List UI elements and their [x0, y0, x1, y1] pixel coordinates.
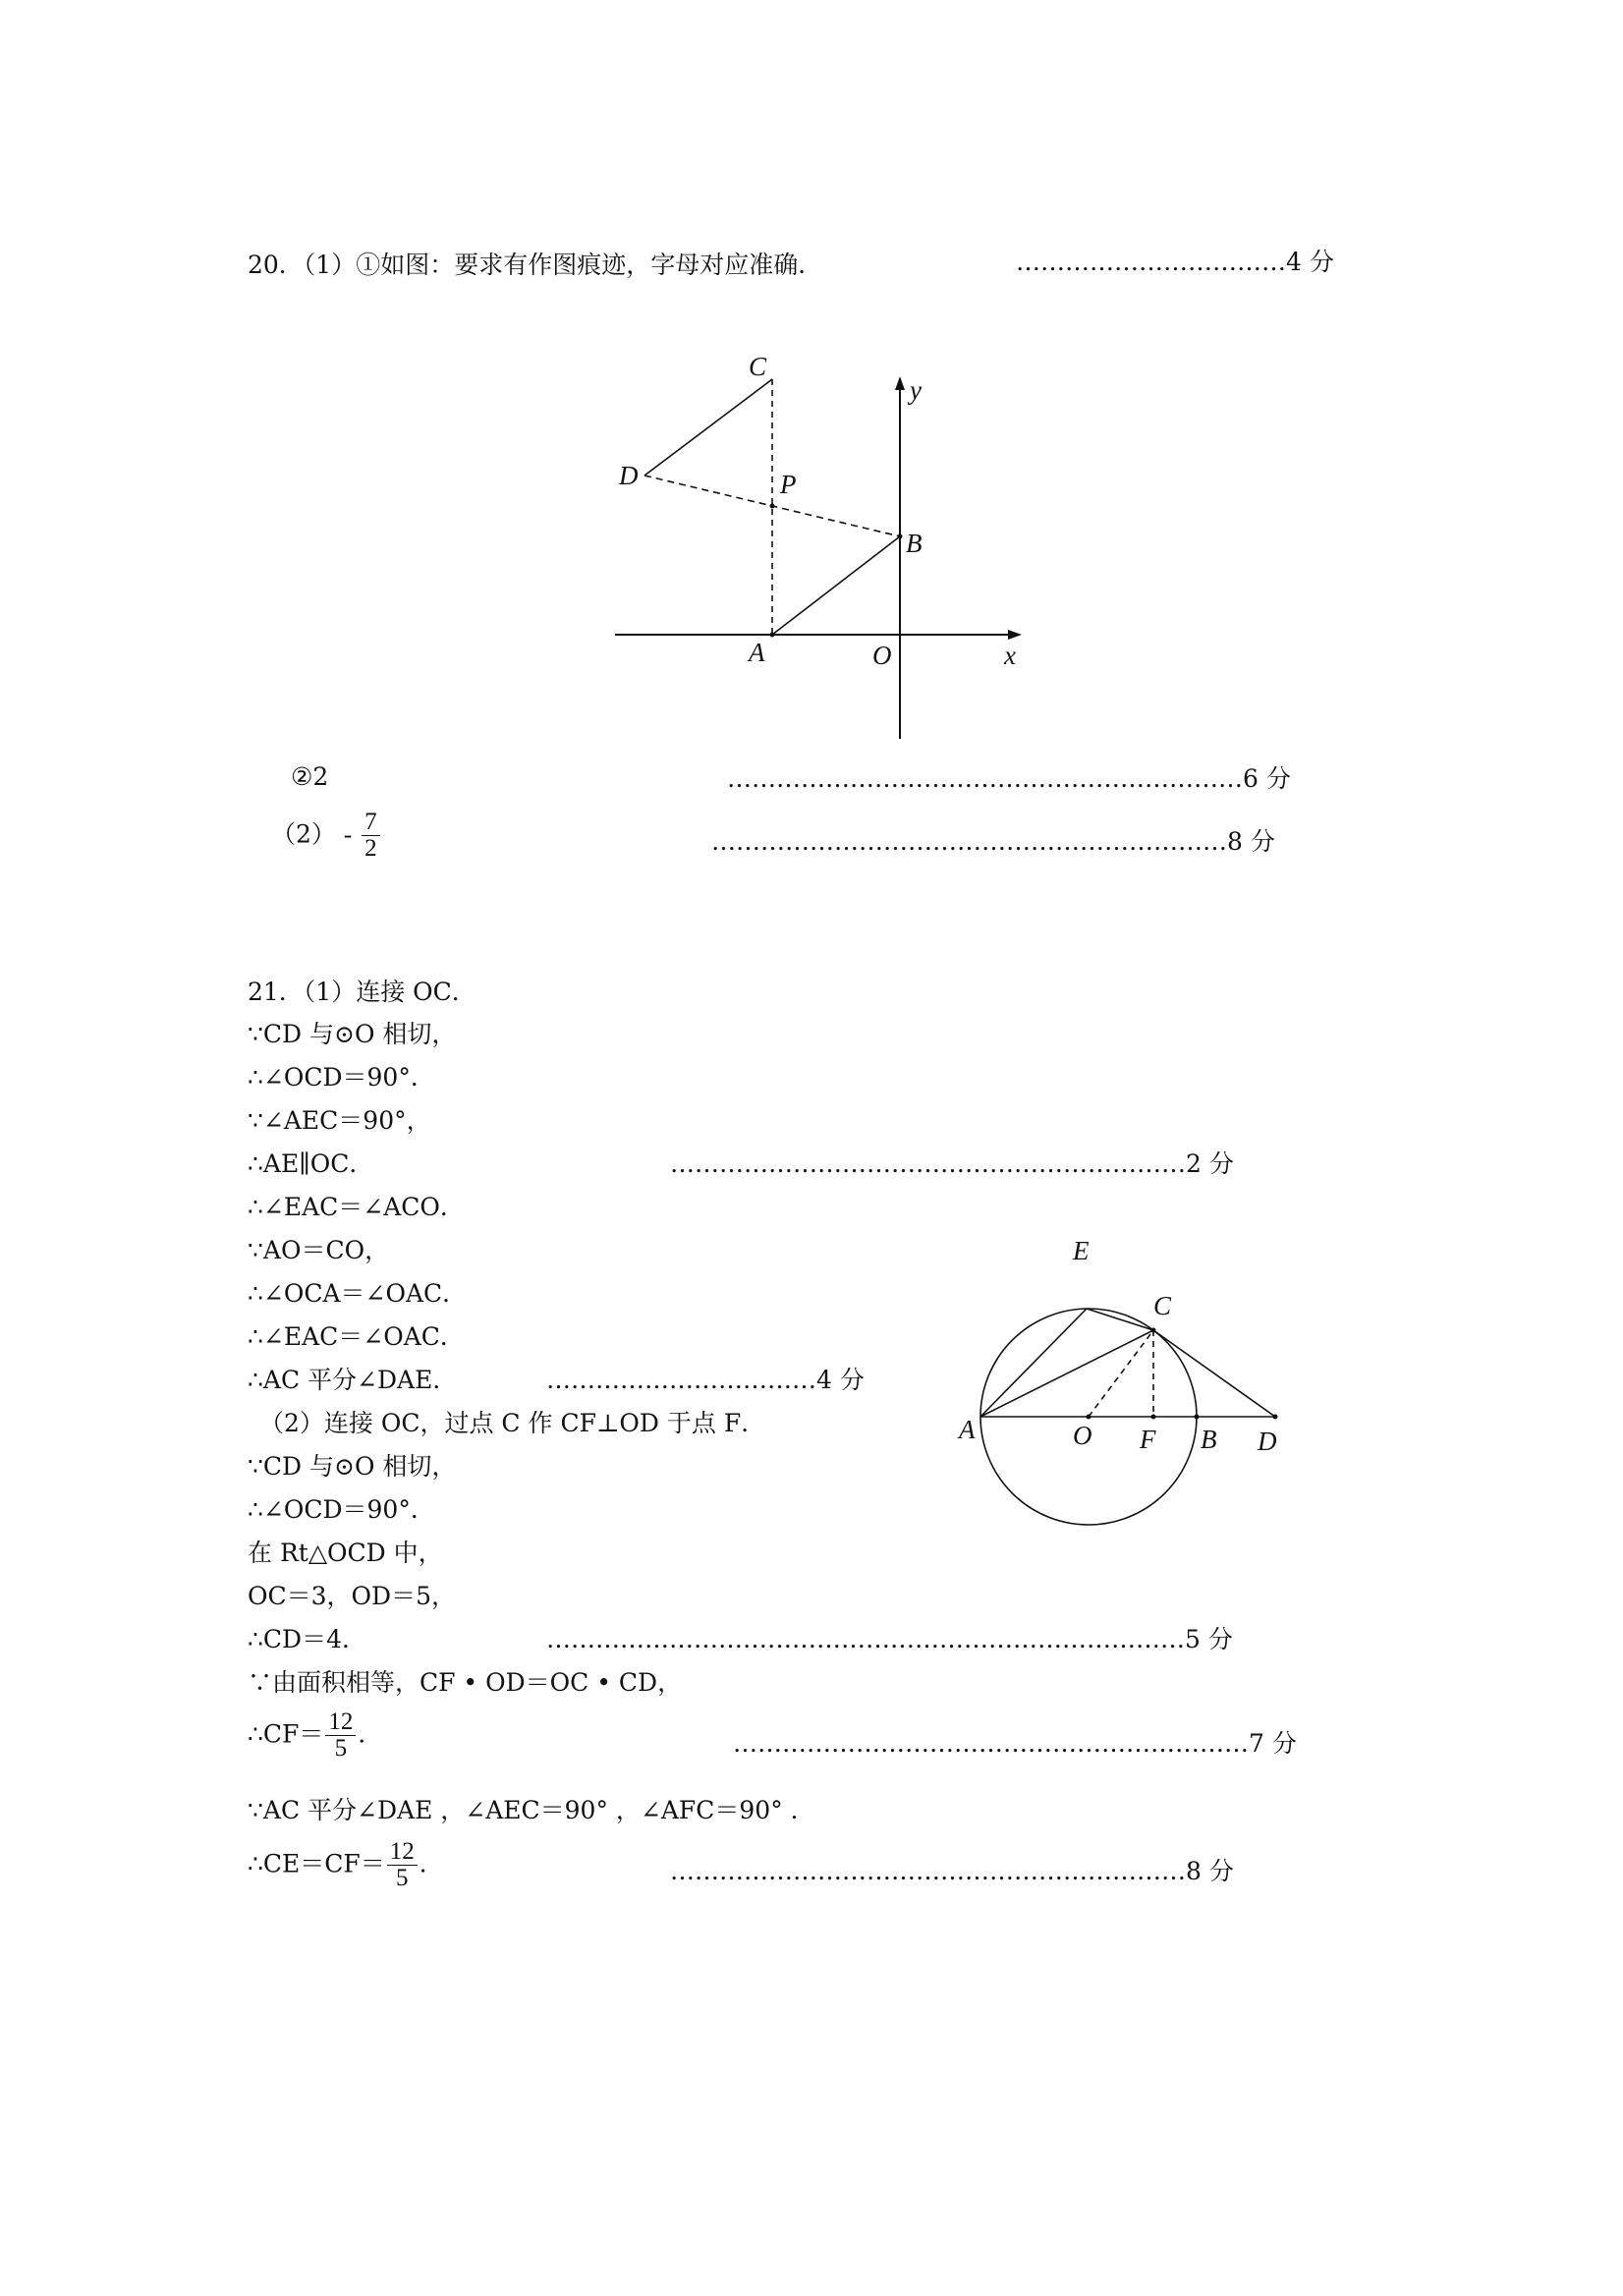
fraction-denominator: 5 — [334, 1735, 348, 1763]
q20-score-4: ……………………………4 分 — [1016, 248, 1334, 276]
segment-ab — [772, 536, 900, 635]
dashed-oc — [1089, 1330, 1153, 1417]
y-axis-arrow — [895, 376, 905, 390]
q21-line-5: ∴AE∥OC． — [248, 1149, 374, 1178]
q21-line-17: ∵由面积相等，CF • OD＝OC • CD， — [248, 1668, 683, 1697]
label-o: O — [872, 641, 892, 670]
ce-suffix: ． — [419, 1849, 444, 1878]
q20-part2-sign: - — [343, 821, 353, 849]
q20-coordinate-figure — [589, 334, 1041, 747]
q20-score-8: ………………………………………………………8 分 — [711, 827, 1275, 856]
fraction-denominator: 5 — [396, 1865, 409, 1892]
label-p: P — [780, 470, 797, 499]
q20-part1-answer2: ②2 — [291, 762, 329, 791]
q21-line-8: ∴∠OCA＝∠OAC． — [248, 1279, 468, 1308]
label-d: D — [1258, 1427, 1277, 1456]
label-c: C — [749, 352, 767, 381]
q21-score-7: ………………………………………………………7 分 — [733, 1729, 1297, 1758]
label-b: B — [1201, 1425, 1217, 1454]
fraction-numerator: 7 — [362, 810, 380, 836]
line-ac — [980, 1330, 1153, 1417]
q21-line-16: ∴CD＝4． — [248, 1625, 366, 1653]
ce-fraction — [387, 1839, 418, 1892]
label-x: x — [1004, 641, 1016, 670]
q20-score-6: ………………………………………………………6 分 — [727, 764, 1291, 793]
q21-line-9: ∴∠EAC＝∠OAC． — [248, 1322, 465, 1351]
q20-part2-fraction — [362, 810, 380, 863]
q21-line-14: 在 Rt△OCD 中， — [248, 1539, 443, 1567]
segment-cd — [644, 379, 772, 476]
label-d: D — [619, 461, 639, 490]
q21-line-6: ∴∠EAC＝∠ACO． — [248, 1193, 465, 1221]
q21-bisect-line: ∵AC 平分∠DAE ，∠AEC＝90° ，∠AFC＝90° ． — [248, 1796, 815, 1824]
label-a: A — [749, 638, 765, 667]
q20-part2-label: （2） — [271, 819, 336, 849]
cf-suffix: ． — [358, 1719, 383, 1749]
line-ec — [1087, 1309, 1153, 1330]
label-a: A — [959, 1415, 976, 1444]
fraction-numerator: 12 — [387, 1839, 418, 1866]
q21-line-13: ∴∠OCD＝90°． — [248, 1495, 435, 1524]
q21-line-2: ∵CD 与⊙O 相切， — [248, 1020, 457, 1048]
q21-score-4: ……………………………4 分 — [546, 1366, 865, 1394]
q21-line-10: ∴AC 平分∠DAE． — [248, 1366, 458, 1394]
q21-line-1: 21．（1）连接 OC． — [248, 978, 476, 1006]
q21-cf-result — [248, 1709, 382, 1763]
line-ae — [980, 1309, 1087, 1417]
label-f: F — [1140, 1425, 1156, 1454]
label-c: C — [1153, 1291, 1172, 1320]
q21-score-8: ………………………………………………………8 分 — [670, 1857, 1234, 1885]
q20-heading: 20．（1）①如图：要求有作图痕迹，字母对应准确． — [248, 251, 823, 279]
fraction-denominator: 2 — [364, 835, 377, 863]
q21-circle-figure — [943, 1228, 1297, 1533]
q20-part2-answer — [271, 810, 382, 863]
q21-line-3: ∴∠OCD＝90°． — [248, 1063, 435, 1092]
cf-fraction — [325, 1709, 356, 1763]
cf-prefix: ∴CF＝ — [248, 1719, 324, 1749]
label-o: O — [1073, 1421, 1092, 1450]
q21-score-2: ………………………………………………………2 分 — [670, 1149, 1234, 1178]
q21-score-5: ……………………………………………………………………5 分 — [546, 1625, 1233, 1653]
fraction-numerator: 12 — [325, 1709, 356, 1736]
label-e: E — [1073, 1236, 1090, 1265]
ce-prefix: ∴CE＝CF＝ — [248, 1849, 385, 1878]
q21-line-15: OC＝3，OD＝5， — [248, 1582, 456, 1610]
label-b: B — [906, 529, 923, 558]
q21-line-4: ∵∠AEC＝90°， — [248, 1106, 431, 1135]
x-axis-arrow — [1008, 630, 1022, 640]
label-y: y — [910, 375, 922, 405]
q21-ce-result — [248, 1839, 444, 1892]
q21-line-11: （2）连接 OC，过点 C 作 CF⊥OD 于点 F． — [259, 1409, 766, 1437]
tangent-cd — [1153, 1330, 1275, 1417]
q21-line-7: ∵AO＝CO， — [248, 1236, 390, 1264]
q21-line-12: ∵CD 与⊙O 相切， — [248, 1452, 457, 1481]
